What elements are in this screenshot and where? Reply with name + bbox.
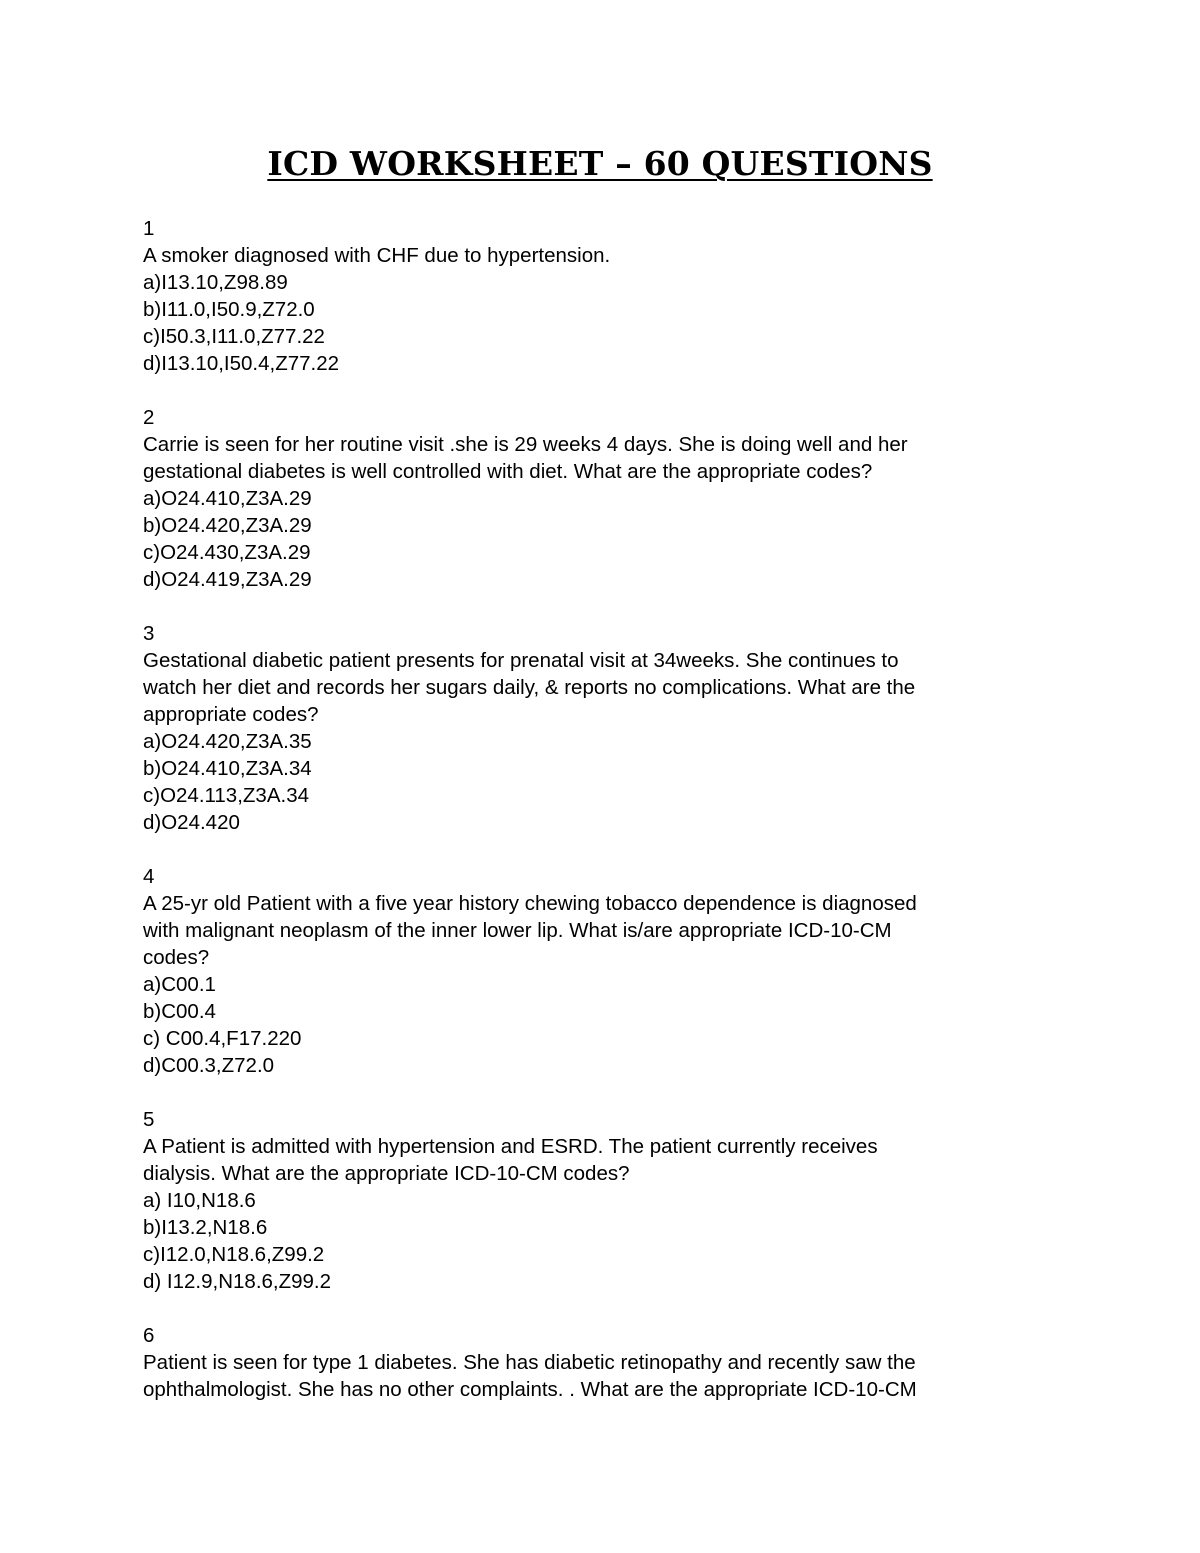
- question-number: 2: [143, 406, 155, 429]
- answer-option-d: d)O24.420: [143, 811, 240, 834]
- question-6: [143, 1322, 1043, 1403]
- question-text: dialysis. What are the appropriate ICD-10-CM codes?: [143, 1162, 630, 1185]
- answer-option-d: d)I13.10,I50.4,Z77.22: [143, 352, 340, 375]
- question-text: Gestational diabetic patient presents for prenatal visit at 34weeks. She continues to: [143, 649, 899, 672]
- answer-option-d: d)O24.419,Z3A.29: [143, 568, 312, 591]
- question-4: [143, 863, 1043, 1079]
- question-text: gestational diabetes is well controlled with diet. What are the appropriate codes?: [143, 460, 873, 483]
- question-text: Patient is seen for type 1 diabetes. She has diabetic retinopathy and recently saw the: [143, 1351, 916, 1374]
- answer-option-c: c)O24.113,Z3A.34: [143, 784, 309, 807]
- answer-option-a: a)O24.410,Z3A.29: [143, 487, 312, 510]
- question-text: A 25-yr old Patient with a five year history chewing tobacco dependence is diagnosed: [143, 892, 917, 915]
- question-text: codes?: [143, 946, 210, 969]
- answer-option-a: a)I13.10,Z98.89: [143, 271, 288, 294]
- answer-option-d: d)C00.3,Z72.0: [143, 1054, 275, 1077]
- answer-option-c: c)O24.430,Z3A.29: [143, 541, 311, 564]
- worksheet-title: ICD WORKSHEET – 60 QUESTIONS: [267, 144, 933, 183]
- answer-option-a: a) I10,N18.6: [143, 1189, 256, 1212]
- question-2: [143, 404, 1043, 593]
- question-text: Carrie is seen for her routine visit .she is 29 weeks 4 days. She is doing well and her: [143, 433, 908, 456]
- question-text: A Patient is admitted with hypertension and ESRD. The patient currently receives: [143, 1135, 878, 1158]
- question-text: A smoker diagnosed with CHF due to hypertension.: [143, 244, 611, 267]
- question-text: appropriate codes?: [143, 703, 319, 726]
- question-1: [143, 215, 1043, 377]
- answer-option-a: a)O24.420,Z3A.35: [143, 730, 312, 753]
- answer-option-b: b)I13.2,N18.6: [143, 1216, 268, 1239]
- answer-option-c: c)I12.0,N18.6,Z99.2: [143, 1243, 325, 1266]
- answer-option-b: b)O24.420,Z3A.29: [143, 514, 312, 537]
- answer-option-b: b)C00.4: [143, 1000, 216, 1023]
- question-text: with malignant neoplasm of the inner lower lip. What is/are appropriate ICD-10-CM: [143, 919, 892, 942]
- question-number: 4: [143, 865, 155, 888]
- question-text: watch her diet and records her sugars daily, & reports no complications. What are the: [143, 676, 916, 699]
- answer-option-b: b)I11.0,I50.9,Z72.0: [143, 298, 315, 321]
- question-number: 6: [143, 1324, 155, 1347]
- question-number: 1: [143, 217, 155, 240]
- answer-option-b: b)O24.410,Z3A.34: [143, 757, 312, 780]
- question-5: [143, 1106, 1043, 1295]
- question-list: [143, 215, 1043, 1430]
- question-number: 5: [143, 1108, 155, 1131]
- answer-option-a: a)C00.1: [143, 973, 216, 996]
- answer-option-c: c) C00.4,F17.220: [143, 1027, 302, 1050]
- question-3: [143, 620, 1043, 836]
- answer-option-d: d) I12.9,N18.6,Z99.2: [143, 1270, 332, 1293]
- question-text: ophthalmologist. She has no other complaints. . What are the appropriate ICD-10-CM: [143, 1378, 917, 1401]
- question-number: 3: [143, 622, 155, 645]
- answer-option-c: c)I50.3,I11.0,Z77.22: [143, 325, 325, 348]
